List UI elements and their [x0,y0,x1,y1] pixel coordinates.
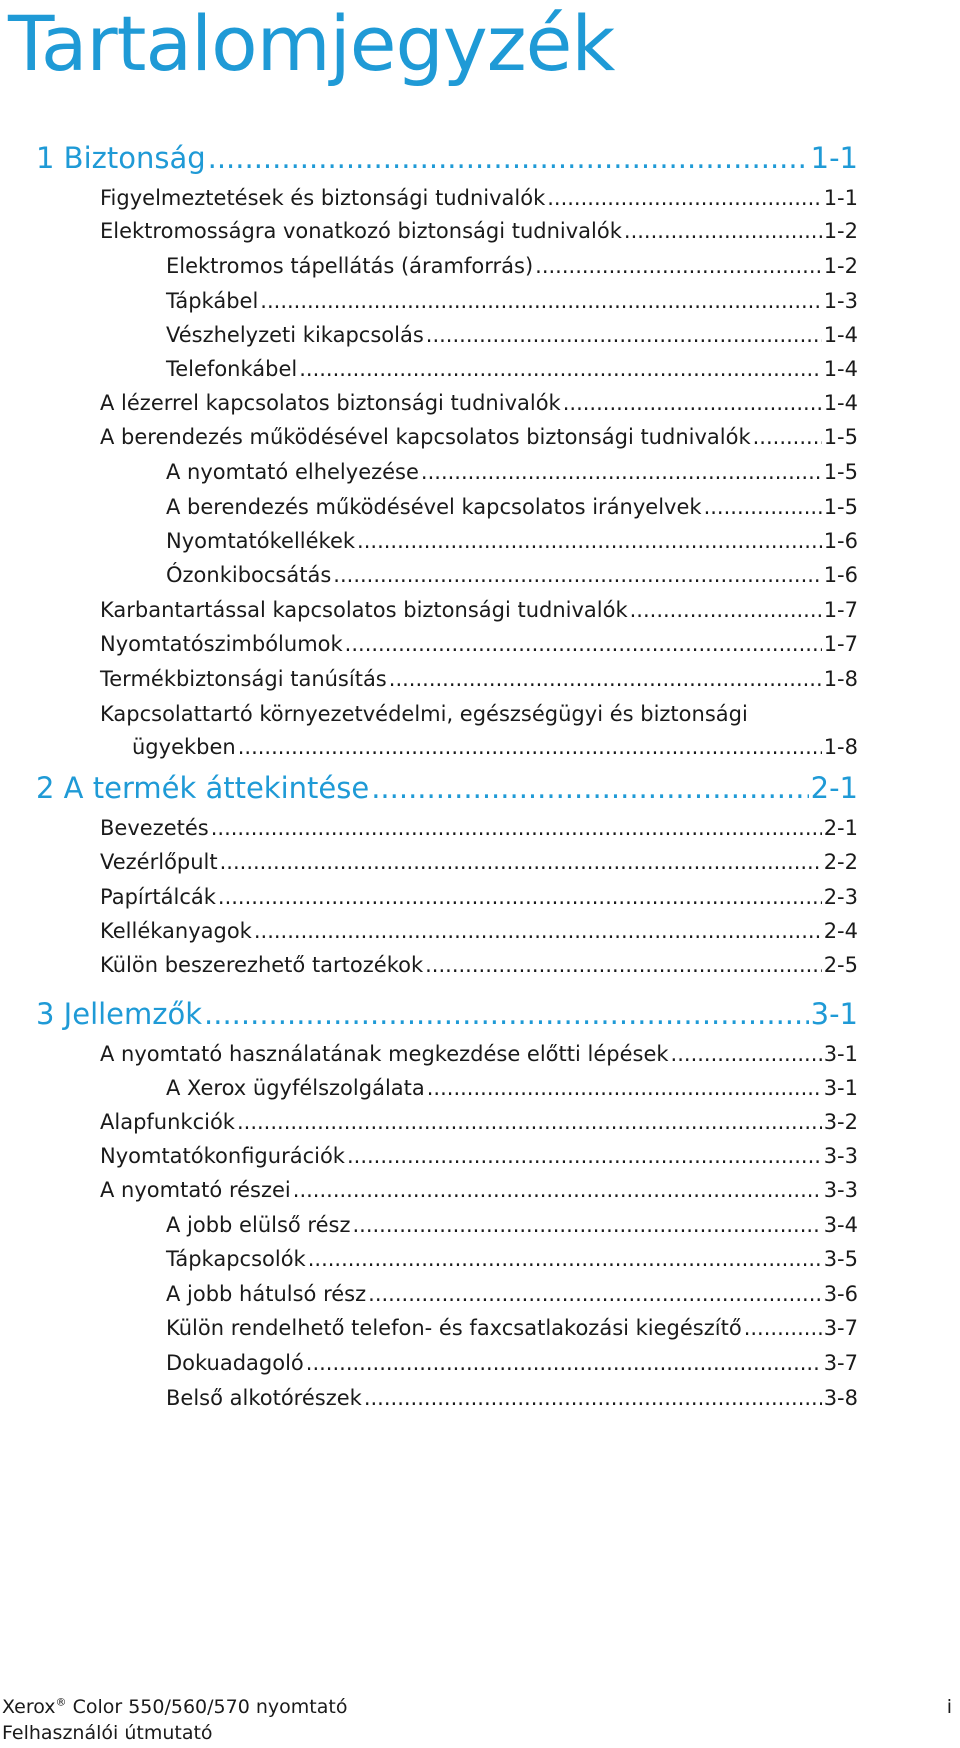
toc-page-number: 2-5 [823,953,858,977]
toc-chapter-label: 3 Jellemzők [36,997,203,1031]
toc-entry-label: Külön rendelhető telefon- és faxcsatlakozási kiegészítő [166,1316,742,1340]
toc-entry[interactable] [132,732,858,762]
toc-entry-label: Tápkábel [166,289,259,313]
toc-page-number: 1-8 [823,735,858,759]
toc-entry-label: Külön beszerezhető tartozékok [100,953,424,977]
toc-page-number: 1-7 [823,632,858,656]
toc-page-number: 1-4 [823,357,858,381]
toc-entry-label: Kellékanyagok [100,919,252,943]
toc-page-number: 1-5 [823,460,858,484]
toc-page-number: 3-6 [823,1282,858,1306]
dot-leader [671,1039,822,1069]
toc-entry[interactable] [100,916,858,946]
toc-page-number: 1-7 [823,598,858,622]
toc-page-number: 1-5 [823,425,858,449]
dot-leader [306,1348,822,1378]
toc-entry-label: A lézerrel kapcsolatos biztonsági tudnivalók [100,391,561,415]
toc-entry[interactable] [100,388,858,418]
dot-leader [753,422,822,452]
toc-entry-label: A Xerox ügyfélszolgálata [166,1076,425,1100]
dot-leader [744,1313,822,1343]
dot-leader [704,492,822,522]
toc-page-number: 2-3 [823,885,858,909]
toc-entry[interactable] [166,1244,858,1274]
dot-leader [218,882,822,912]
toc-entry[interactable] [100,664,858,694]
toc-entry[interactable] [166,354,858,384]
toc-entry[interactable] [166,560,858,590]
dot-leader [426,320,822,350]
dot-leader [368,1279,822,1309]
toc-entry[interactable] [100,882,858,912]
dot-leader [308,1244,822,1274]
toc-entry[interactable] [166,1383,858,1413]
toc-chapter-label: 1 Biztonság [36,141,206,175]
dot-leader [299,354,821,384]
toc-entry[interactable] [100,847,858,877]
toc-page-number: 1-6 [823,563,858,587]
toc-entry[interactable] [100,595,858,625]
toc-page-number: 1-3 [823,289,858,313]
dot-leader [624,216,822,246]
toc-page-number: 3-5 [823,1247,858,1271]
dot-leader [238,732,822,762]
toc-page-number: 2-1 [823,816,858,840]
toc-entry-label: Nyomtatószimbólumok [100,632,343,656]
toc-page-number: 1-1 [810,141,858,175]
toc-entry-label: Karbantartással kapcsolatos biztonsági tudnivalók [100,598,628,622]
toc-entry-label: Vezérlőpult [100,850,218,874]
toc-entry-label: A nyomtató részei [100,1178,291,1202]
dot-leader [293,1175,822,1205]
dot-leader [535,251,822,281]
toc-page-number: 1-1 [823,186,858,210]
toc-entry-label: Ózonkibocsátás [166,563,332,587]
toc-page-number: 3-3 [823,1178,858,1202]
toc-entry-label: Kapcsolattartó környezetvédelmi, egészségügyi és biztonsági [100,702,748,726]
toc-page-number: 2-4 [823,919,858,943]
toc-entry-label: Tápkapcsolók [166,1247,306,1271]
toc-entry[interactable] [166,492,858,522]
toc-page-number: 1-4 [823,391,858,415]
toc-entry[interactable] [166,1348,858,1378]
toc-entry-label: Elektromosságra vonatkozó biztonsági tudnivalók [100,219,622,243]
toc-page-number: 3-3 [823,1144,858,1168]
dot-leader [563,388,822,418]
dot-leader [357,526,822,556]
toc-entry-label: A berendezés működésével kapcsolatos irányelvek [166,495,702,519]
registered-mark: ® [55,1695,67,1709]
toc-chapter-label: 2 A termék áttekintése [36,771,370,805]
toc-entry[interactable] [100,1175,858,1205]
toc-page-number: 1-4 [823,323,858,347]
toc-page-number: 3-1 [823,1076,858,1100]
toc-entry[interactable] [100,422,858,452]
toc-page-number: 3-8 [823,1386,858,1410]
toc-entry[interactable] [100,183,858,213]
dot-leader [371,768,808,808]
dot-leader [421,457,822,487]
toc-entry[interactable] [100,1107,858,1137]
toc-entry-label: Figyelmeztetések és biztonsági tudnivalók [100,186,546,210]
footer-page-number: i [946,1696,952,1718]
toc-page-number: 2-1 [810,771,858,805]
toc-entry-label: A jobb hátulsó rész [166,1282,367,1306]
toc-entry[interactable] [166,320,858,350]
dot-leader [425,950,822,980]
toc-chapter[interactable] [36,994,858,1034]
toc-chapter[interactable] [36,768,858,808]
toc-entry-label: Telefonkábel [166,357,298,381]
dot-leader [204,994,809,1034]
toc-entry[interactable] [100,1141,858,1171]
dot-leader [220,847,822,877]
toc-entry[interactable] [100,813,858,843]
toc-entry-label: Belső alkotórészek [166,1386,362,1410]
toc-page-number: 1-2 [823,254,858,278]
dot-leader [347,1141,822,1171]
toc-entry[interactable] [166,1313,858,1343]
dot-leader [427,1073,822,1103]
footer-product-line [2,1694,347,1720]
toc-entry[interactable] [166,1073,858,1103]
dot-leader [630,595,822,625]
dot-leader [364,1383,822,1413]
toc-entry[interactable] [100,629,858,659]
toc-page-number: 3-7 [823,1316,858,1340]
toc-entry[interactable] [100,950,858,980]
toc-entry[interactable] [166,251,858,281]
toc-chapter[interactable] [36,138,858,178]
toc-page-number: 3-2 [823,1110,858,1134]
toc-entry-label: A jobb elülső rész [166,1213,351,1237]
toc-page-number: 1-6 [823,529,858,553]
toc-entry[interactable] [100,216,858,246]
toc-page-number: 2-2 [823,850,858,874]
toc-page-number: 1-8 [823,667,858,691]
dot-leader [352,1210,821,1240]
toc-page-number: 3-4 [823,1213,858,1237]
toc-entry[interactable] [166,526,858,556]
dot-leader [254,916,822,946]
toc-entry-label: A nyomtató használatának megkezdése előtti lépések [100,1042,669,1066]
toc-entry-label: A nyomtató elhelyezése [166,460,419,484]
toc-entry-label: Bevezetés [100,816,209,840]
toc-entry[interactable] [166,1279,858,1309]
footer-guide: Felhasználói útmutató [2,1722,213,1744]
toc-entry-label: Termékbiztonsági tanúsítás [100,667,387,691]
toc-entry-label: Elektromos tápellátás (áramforrás) [166,254,534,278]
dot-leader [389,664,822,694]
toc-entry-label: Nyomtatókellékek [166,529,356,553]
toc-page-number: 3-7 [823,1351,858,1375]
toc-entry-label: Papírtálcák [100,885,216,909]
dot-leader [547,183,821,213]
toc-entry[interactable] [166,457,858,487]
page-title: Tartalomjegyzék [8,0,615,88]
toc-entry-label: A berendezés működésével kapcsolatos biztonsági tudnivalók [100,425,751,449]
toc-page-number: 1-5 [823,495,858,519]
dot-leader [208,138,809,178]
toc-entry-label-continued: ügyekben [132,735,236,759]
toc-entry-label: Vészhelyzeti kikapcsolás [166,323,424,347]
toc-entry[interactable] [166,1210,858,1240]
toc-page-number: 3-1 [823,1042,858,1066]
dot-leader [237,1107,822,1137]
dot-leader [333,560,821,590]
toc-entry-label: Nyomtatókonfigurációk [100,1144,345,1168]
footer-product: Color 550/560/570 nyomtató [66,1696,348,1718]
dot-leader [260,286,821,316]
page-footer [2,1694,347,1746]
toc-entry-label: Dokuadagoló [166,1351,304,1375]
dot-leader [345,629,822,659]
toc-entry[interactable] [100,1039,858,1069]
toc-entry[interactable] [166,286,858,316]
footer-brand: Xerox [2,1696,56,1718]
toc-entry-label: Alapfunkciók [100,1110,235,1134]
toc-page-number: 1-2 [823,219,858,243]
dot-leader [211,813,822,843]
toc-page-number: 3-1 [810,997,858,1031]
